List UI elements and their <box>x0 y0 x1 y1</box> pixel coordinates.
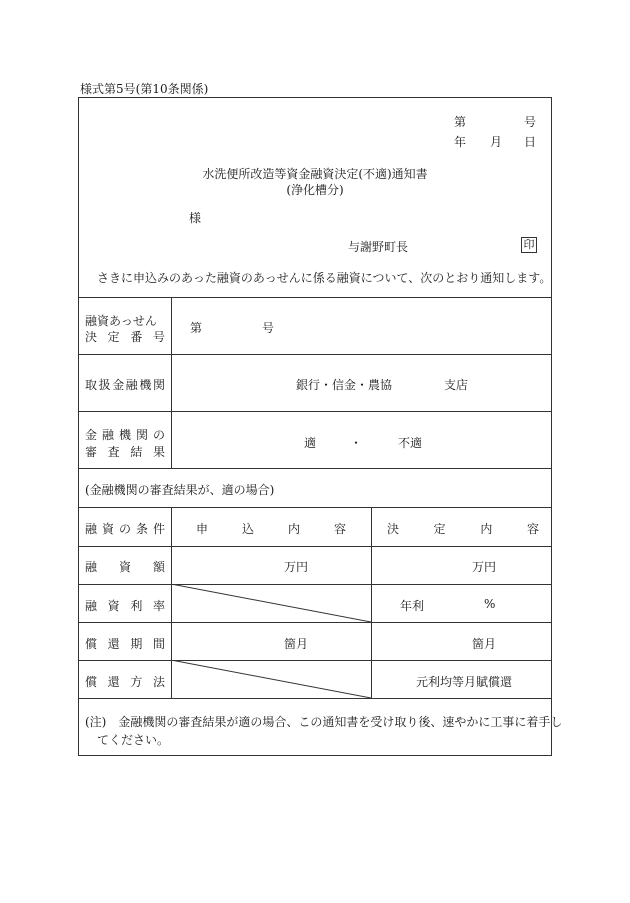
empty-cell-strike <box>171 660 371 698</box>
number-suffix: 号 <box>524 115 537 129</box>
rule <box>78 297 552 298</box>
recipient-suffix: 様 <box>189 211 202 225</box>
review-label-1: 金 融 機 関 の <box>85 428 165 442</box>
review-separator: ・ <box>350 436 363 450</box>
decision-no-label-2: 決 定 番 号 <box>85 330 165 344</box>
column-rule <box>371 507 372 698</box>
amount-label: 融 資 額 <box>85 560 165 574</box>
rule <box>78 698 552 699</box>
review-label-2: 審 査 結 果 <box>85 445 165 459</box>
institution-label: 取 扱 金 融 機 関 <box>85 378 165 392</box>
number-prefix: 第 <box>454 115 467 129</box>
rate-unit: % <box>484 597 496 611</box>
rate-prefix: 年利 <box>400 599 425 613</box>
decision-header: 決 定 内 容 <box>387 522 539 536</box>
institution-branch: 支店 <box>444 378 469 392</box>
rule <box>78 622 552 623</box>
rate-label: 融 資 利 率 <box>85 599 165 613</box>
note-line-1: (注) 金融機関の審査結果が適の場合、この通知書を受け取り後、速やかに工事に着手し <box>85 715 563 729</box>
issuer-name: 与謝野町長 <box>348 240 409 254</box>
rule <box>78 468 552 469</box>
review-suitable: 適 <box>304 436 317 450</box>
institution-types: 銀行・信金・農協 <box>296 378 393 392</box>
period-decision-unit: 箇月 <box>472 637 497 651</box>
conditions-label: 融 資 の 条 件 <box>85 522 165 536</box>
application-header: 申 込 内 容 <box>196 522 346 536</box>
seal-mark: 印 <box>521 237 537 253</box>
date-year: 年 <box>454 135 467 149</box>
form-label: 様式第5号(第10条関係) <box>80 82 209 96</box>
document-title: 水洗便所改造等資金融資決定(不適)通知書 <box>202 167 428 181</box>
rule <box>78 411 552 412</box>
empty-cell-strike <box>171 584 371 622</box>
period-application-unit: 箇月 <box>284 637 309 651</box>
note-line-2: てください。 <box>97 733 170 747</box>
rule <box>78 507 552 508</box>
rule <box>78 354 552 355</box>
decision-no-suffix: 号 <box>262 321 275 335</box>
decision-no-label-1: 融資あっせん <box>85 314 157 328</box>
intro-text: さきに申込みのあった融資のあっせんに係る融資について、次のとおり通知します。 <box>97 271 552 285</box>
method-label: 償 還 方 法 <box>85 675 165 689</box>
rule <box>78 546 552 547</box>
amount-decision-unit: 万円 <box>472 560 497 574</box>
method-decision-value: 元利均等月賦償還 <box>416 675 513 689</box>
section-note: (金融機関の審査結果が、適の場合) <box>85 483 275 497</box>
document-subtitle: (浄化槽分) <box>286 183 344 197</box>
date-month: 月 <box>490 135 503 149</box>
amount-application-unit: 万円 <box>284 560 309 574</box>
column-rule <box>171 297 172 468</box>
review-unsuitable: 不適 <box>398 436 423 450</box>
date-day: 日 <box>524 135 537 149</box>
period-label: 償 還 期 間 <box>85 637 165 651</box>
decision-no-prefix: 第 <box>190 321 203 335</box>
